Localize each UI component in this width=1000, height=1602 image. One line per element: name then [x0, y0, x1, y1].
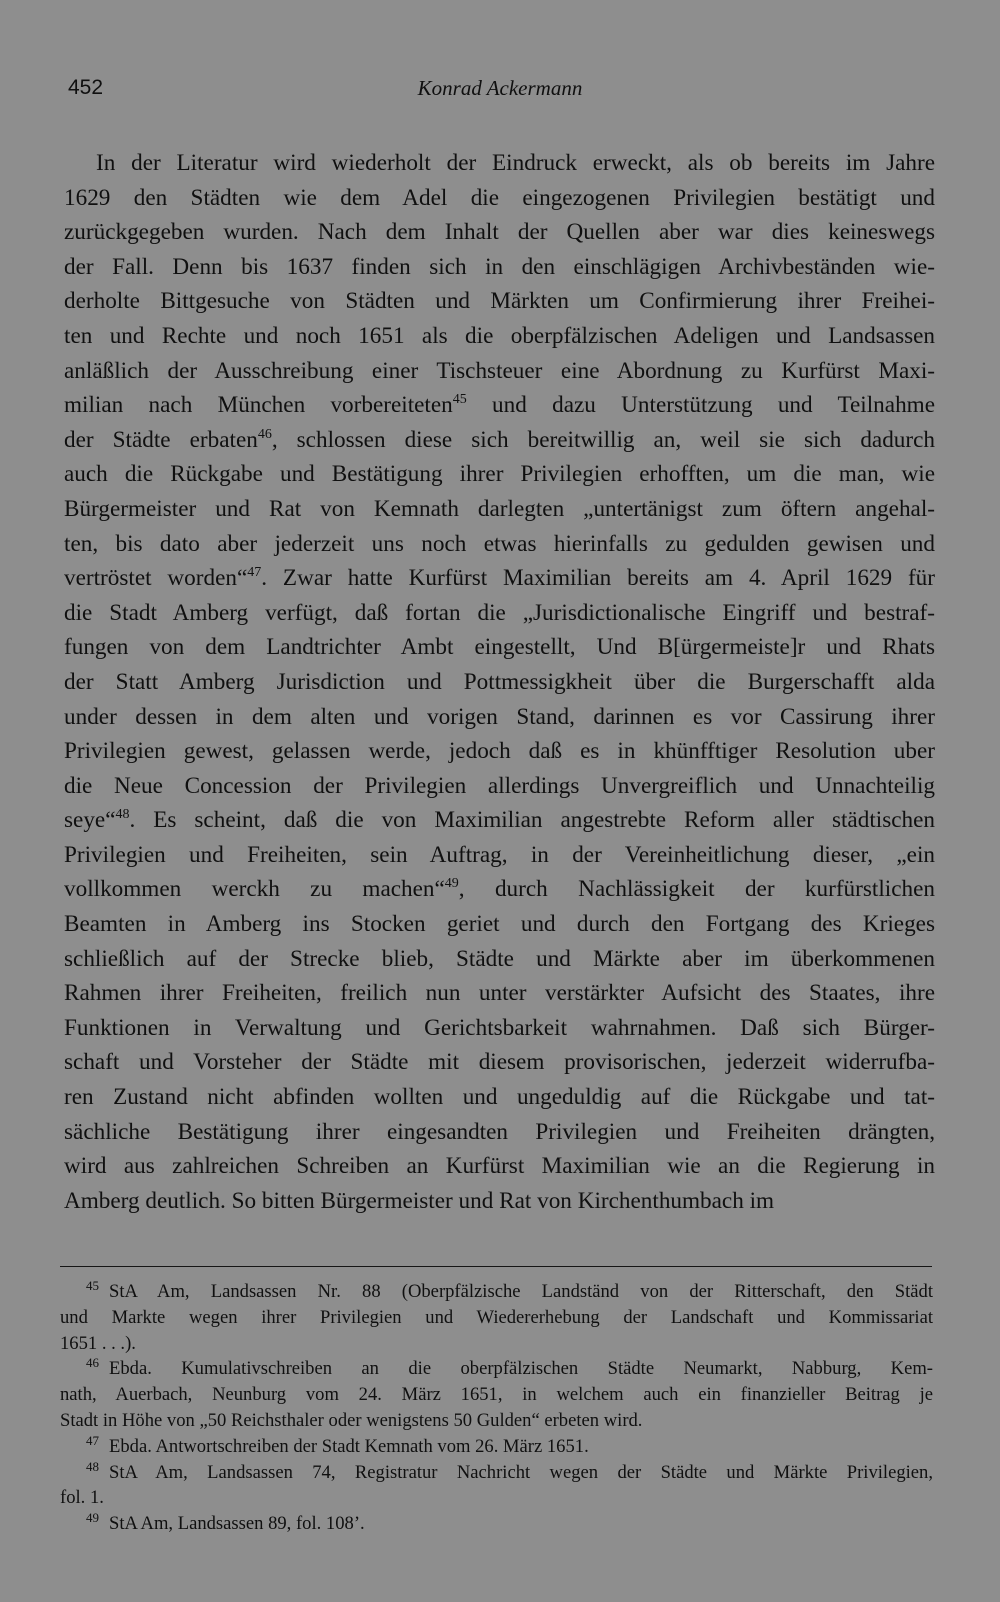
- footnote-line: [60, 1511, 933, 1537]
- footnote: [60, 1356, 933, 1433]
- body-text: [64, 146, 935, 1218]
- footnote-text: StA Am, Landsassen 74, Registratur Nachricht wegen der Städte und Märkte Privilegien,: [109, 1461, 933, 1483]
- footnote-text: Stadt in Höhe von „50 Reichsthaler oder wenigstens 50 Gulden“ erbeten wird.: [60, 1409, 643, 1431]
- footnote-number: 45: [86, 1279, 99, 1293]
- footnote: [60, 1434, 933, 1460]
- footnote-line: [60, 1279, 933, 1305]
- body-text-segment: , durch Nachlässigkeit der kurfürstlichen: [458, 876, 935, 903]
- body-line: die Stadt Amberg verfügt, daß fortan die „Jurisdictionalische Eingriff und bestraf-: [64, 599, 935, 626]
- body-line: [64, 872, 935, 907]
- body-line: [64, 423, 935, 458]
- footnote-line: [60, 1460, 933, 1486]
- footnote-text: Ebda. Antwortschreiben der Stadt Kemnath vom 26. März 1651.: [109, 1435, 589, 1457]
- body-line: under dessen in dem alten und vorigen Stand, darinnen es vor Cassirung ihrer: [64, 703, 935, 730]
- body-text-segment: vollkommen werckh zu machen“: [64, 876, 445, 903]
- page-number: 452: [68, 76, 104, 99]
- body-line: Funktionen in Verwaltung und Gerichtsbarkeit wahrnahmen. Daß sich Bürger-: [64, 1014, 935, 1041]
- body-line: [64, 561, 935, 596]
- body-text-segment: und dazu Unterstützung und Teilnahme: [466, 392, 935, 419]
- body-line: schaft und Vorsteher der Städte mit diesem provisorischen, jederzeit widerrufba-: [64, 1049, 935, 1076]
- body-line: Bürgermeister und Rat von Kemnath darlegten „untertänigst zum öftern angehal-: [64, 495, 935, 522]
- footnote-number: 48: [86, 1459, 99, 1474]
- footnote-reference: 45: [452, 392, 467, 408]
- footnote: [60, 1511, 933, 1537]
- body-line: zurückgegeben wurden. Nach dem Inhalt der Quellen aber war dies keineswegs: [64, 219, 935, 246]
- body-text-segment: seye“: [64, 807, 116, 834]
- body-line: Amberg deutlich. So bitten Bürgermeister und Rat von Kirchenthumbach im: [64, 1187, 775, 1214]
- body-line: der Fall. Denn bis 1637 finden sich in den einschlägigen Archivbeständen wie-: [64, 253, 935, 280]
- body-line: Privilegien und Freiheiten, sein Auftrag, in der Vereinheitlichung dieser, „ein: [64, 841, 935, 868]
- footnote-text: StA Am, Landsassen 89, fol. 108’.: [109, 1513, 365, 1535]
- body-line: der Statt Amberg Jurisdiction und Pottmessigkheit über die Burgerschafft alda: [64, 668, 935, 695]
- body-text-segment: milian nach München vorbereiteten: [64, 392, 453, 419]
- body-line: [64, 388, 935, 423]
- footnote-text: 1651 . . .).: [60, 1332, 136, 1354]
- footnote-line: [60, 1382, 933, 1408]
- footnotes: [60, 1279, 933, 1537]
- footnote-text: Ebda. Kumulativschreiben an die oberpfälzischen Städte Neumarkt, Nabburg, Kem-: [109, 1358, 933, 1380]
- body-line: derholte Bittgesuche von Städten und Märkten um Confirmierung ihrer Freihei-: [64, 288, 935, 315]
- footnote-line: [60, 1331, 933, 1357]
- footnote: [60, 1279, 933, 1356]
- body-line: ten und Rechte und noch 1651 als die oberpfälzischen Adeligen und Landsassen: [64, 322, 935, 349]
- body-line: [64, 803, 935, 838]
- footnote-line: [60, 1408, 933, 1434]
- body-line: sächliche Bestätigung ihrer eingesandten Privilegien und Freiheiten drängten,: [64, 1118, 935, 1145]
- footnote: [60, 1460, 933, 1512]
- footnote-text: StA Am, Landsassen Nr. 88 (Oberpfälzische Landständ von der Ritterschaft, den Städt: [109, 1281, 933, 1302]
- body-line: Beamten in Amberg ins Stocken geriet und durch den Fortgang des Krieges: [64, 911, 935, 938]
- footnote-text: fol. 1.: [60, 1487, 104, 1509]
- footnote-number: 46: [86, 1356, 99, 1371]
- body-line: ten, bis dato aber jederzeit uns noch etwas hierinfalls zu gedulden gewisen und: [64, 530, 935, 557]
- body-line: wird aus zahlreichen Schreiben an Kurfürst Maximilian wie an die Regierung in: [64, 1153, 935, 1180]
- body-line: Rahmen ihrer Freiheiten, freilich nun unter verstärkter Aufsicht des Staates, ihre: [64, 980, 935, 1007]
- body-text-segment: , schlossen diese sich bereitwillig an, weil sie sich dadurch: [271, 426, 935, 453]
- footnote-text: und Markte wegen ihrer Privilegien und Wiedererhebung der Landschaft und Kommissariat: [60, 1306, 933, 1328]
- running-head: [68, 76, 932, 106]
- footnote-reference: 49: [444, 876, 459, 892]
- body-line: fungen von dem Landtrichter Ambt eingestellt, Und B[ürgermeiste]r und Rhats: [64, 634, 935, 661]
- body-text-segment: der Städte erbaten: [64, 426, 258, 453]
- body-line: Privilegien gewest, gelassen werde, jedoch daß es in khünfftiger Resolution uber: [64, 738, 935, 765]
- footnote-reference: 48: [115, 807, 130, 823]
- body-line: die Neue Concession der Privilegien allerdings Unvergreiflich und Unnachteilig: [64, 772, 935, 799]
- footnote-line: [60, 1485, 933, 1511]
- footnote-line: [60, 1305, 933, 1331]
- body-line: auch die Rückgabe und Bestätigung ihrer Privilegien erhofften, um die man, wie: [64, 461, 935, 488]
- footnote-line: [60, 1434, 933, 1460]
- body-text-segment: . Zwar hatte Kurfürst Maximilian bereits am 4. April 1629 für: [261, 565, 935, 592]
- footnote-number: 49: [86, 1511, 99, 1526]
- footnote-line: [60, 1356, 933, 1382]
- footnote-text: nath, Auerbach, Neunburg vom 24. März 1651, in welchem auch ein finanzieller Beitrag je: [60, 1384, 933, 1406]
- footnote-rule: [60, 1266, 932, 1267]
- body-line: anläßlich der Ausschreibung einer Tischsteuer eine Abordnung zu Kurfürst Maxi-: [64, 357, 935, 384]
- body-line: schließlich auf der Strecke blieb, Städte und Märkte aber im überkommenen: [64, 945, 935, 972]
- running-title: Konrad Ackermann: [417, 76, 583, 100]
- body-line: 1629 den Städten wie dem Adel die eingezogenen Privilegien bestätigt und: [64, 184, 935, 211]
- footnote-number: 47: [86, 1433, 99, 1448]
- body-text-segment: . Es scheint, daß die von Maximilian angestrebte Reform aller städtischen: [129, 807, 935, 834]
- body-line: In der Literatur wird wiederholt der Eindruck erweckt, als ob bereits im Jahre: [96, 150, 935, 176]
- body-line: ren Zustand nicht abfinden wollten und ungeduldig auf die Rückgabe und tat-: [64, 1084, 935, 1111]
- body-text-segment: vertröstet worden“: [64, 565, 248, 592]
- footnote-reference: 46: [257, 426, 272, 442]
- footnote-reference: 47: [247, 565, 262, 581]
